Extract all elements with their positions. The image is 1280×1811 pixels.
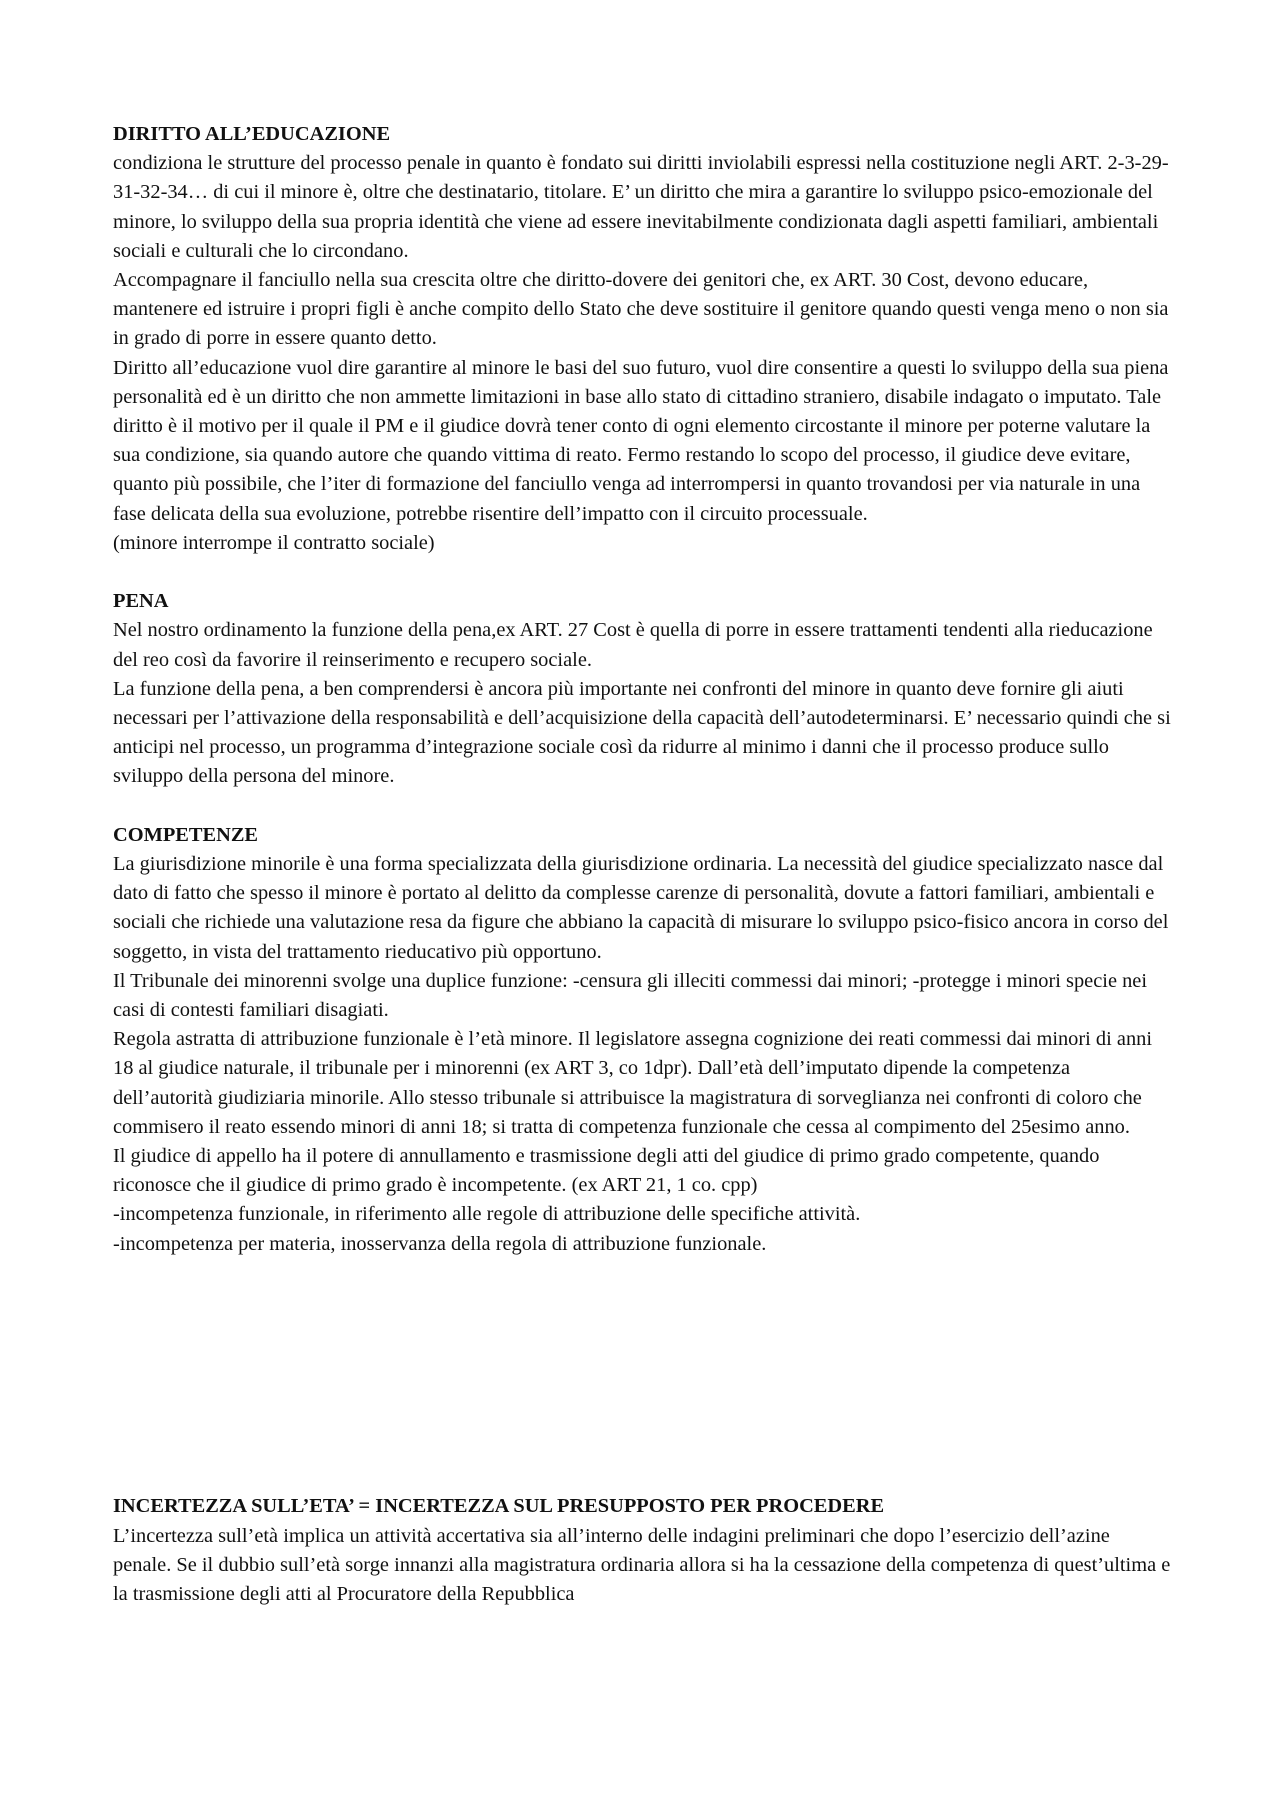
section-pena [113,587,1173,791]
spacer [113,558,1173,587]
spacer [113,1259,1173,1493]
paragraph: Diritto all’educazione vuol dire garantire al minore le basi del suo futuro, vuol dire consentire a questi lo sviluppo della sua piena personalità ed è un diritto che non ammette limitazioni in base allo stato di cittadino straniero, disabile indagato o imputato. Tale diritto è il motivo per il quale il PM e il giudice dovrà tener conto di ogni elemento circostante il minore per poterne valutare la sua condizione, sia quando autore che quando vittima di reato. Fermo restando lo scopo del processo, il giudice deve evitare, quanto più possibile, che l’iter di formazione del fanciullo venga ad interrompersi in quanto trovandosi per via naturale in una fase delicata della sua evoluzione, potrebbe risentire dell’impatto con il circuito processuale. [113,356,1169,525]
paragraph: Regola astratta di attribuzione funzionale è l’età minore. Il legislatore assegna cognizione dei reati commessi dai minori di anni 18 al giudice naturale, il tribunale per i minorenni (ex ART 3, co 1dpr). Dall’età dell’imputato dipende la competenza dell’autorità giudiziaria minorile. Allo stesso tribunale si attribuisce la magistratura di sorveglianza nei confronti di coloro che commisero il reato essendo minori di anni 18; si tratta di competenza funzionale che cessa al compimento del 25esimo anno. [113,1028,1152,1138]
paragraph: -incompetenza funzionale, in riferimento alle regole di attribuzione delle specifiche attività. [113,1203,861,1226]
document-page [113,120,1173,1609]
paragraph: La giurisdizione minorile è una forma specializzata della giurisdizione ordinaria. La necessità del giudice specializzato nasce dal dato di fatto che spesso il minore è portato al delitto da complesse carenze di personalità, dovute a fattori familiari, ambientali e sociali che richiede una valutazione resa da figure che abbiano la capacità di misurare lo sviluppo psico-fisico ancora in corso del soggetto, in vista del trattamento rieducativo più opportuno. [113,853,1169,963]
paragraph: (minore interrompe il contratto sociale) [113,531,435,554]
paragraph: La funzione della pena, a ben comprendersi è ancora più importante nei confronti del minore in quanto deve fornire gli aiuti necessari per l’attivazione della responsabilità e dell’acquisizione della capacità dell’autodeterminarsi. E’ necessario quindi che si anticipi nel processo, un programma d’integrazione sociale così da ridurre al minimo i danni che il processo produce sullo sviluppo della persona del minore. [113,677,1171,788]
paragraph: L’incertezza sull’età implica un attività accertativa sia all’interno delle indagini preliminari che dopo l’esercizio dell’azine penale. Se il dubbio sull’età sorge innanzi alla magistratura ordinaria allora si ha la cessazione della competenza di quest’ultima e la trasmissione degli atti al Procuratore della Repubblica [113,1524,1171,1606]
section-heading: INCERTEZZA SULL’ETA’ = INCERTEZZA SUL PRESUPPOSTO PER PROCEDERE [113,1495,885,1518]
spacer [113,792,1173,821]
section-incertezza-eta [113,1492,1173,1609]
paragraph: Il giudice di appello ha il potere di annullamento e trasmissione degli atti del giudice di primo grado competente, quando riconosce che il giudice di primo grado è incompetente. (ex ART 21, 1 co. cpp) [113,1145,1100,1197]
section-competenze [113,821,1173,1259]
paragraph: Il Tribunale dei minorenni svolge una duplice funzione: -censura gli illeciti commessi dai minori; -protegge i minori specie nei casi di contesti familiari disagiati. [113,969,1148,1022]
section-diritto-educazione [113,120,1173,558]
section-heading: PENA [113,590,169,613]
section-heading: COMPETENZE [113,823,259,846]
paragraph: condiziona le strutture del processo penale in quanto è fondato sui diritti inviolabili espressi nella costituzione negli ART. 2-3-29-31-32-34… di cui il minore è, oltre che destinatario, titolare. E’ un diritto che mira a garantire lo sviluppo psico-emozionale del minore, lo sviluppo della sua propria identità che viene ad essere inevitabilmente condizionata dagli aspetti familiari, ambientali sociali e culturali che lo circondano. [113,152,1169,262]
paragraph: Nel nostro ordinamento la funzione della pena,ex ART. 27 Cost è quella di porre in essere trattamenti tendenti alla rieducazione del reo così da favorire il reinserimento e recupero sociale. [113,619,1153,671]
paragraph: -incompetenza per materia, inosservanza della regola di attribuzione funzionale. [113,1232,767,1255]
section-heading: DIRITTO ALL’EDUCAZIONE [113,123,391,145]
paragraph: Accompagnare il fanciullo nella sua crescita oltre che diritto-dovere dei genitori che, ex ART. 30 Cost, devono educare, mantenere ed istruire i propri figli è anche compito dello Stato che deve sostituire il genitore quando questi venga meno o non sia in grado di porre in essere quanto detto. [113,269,1169,350]
